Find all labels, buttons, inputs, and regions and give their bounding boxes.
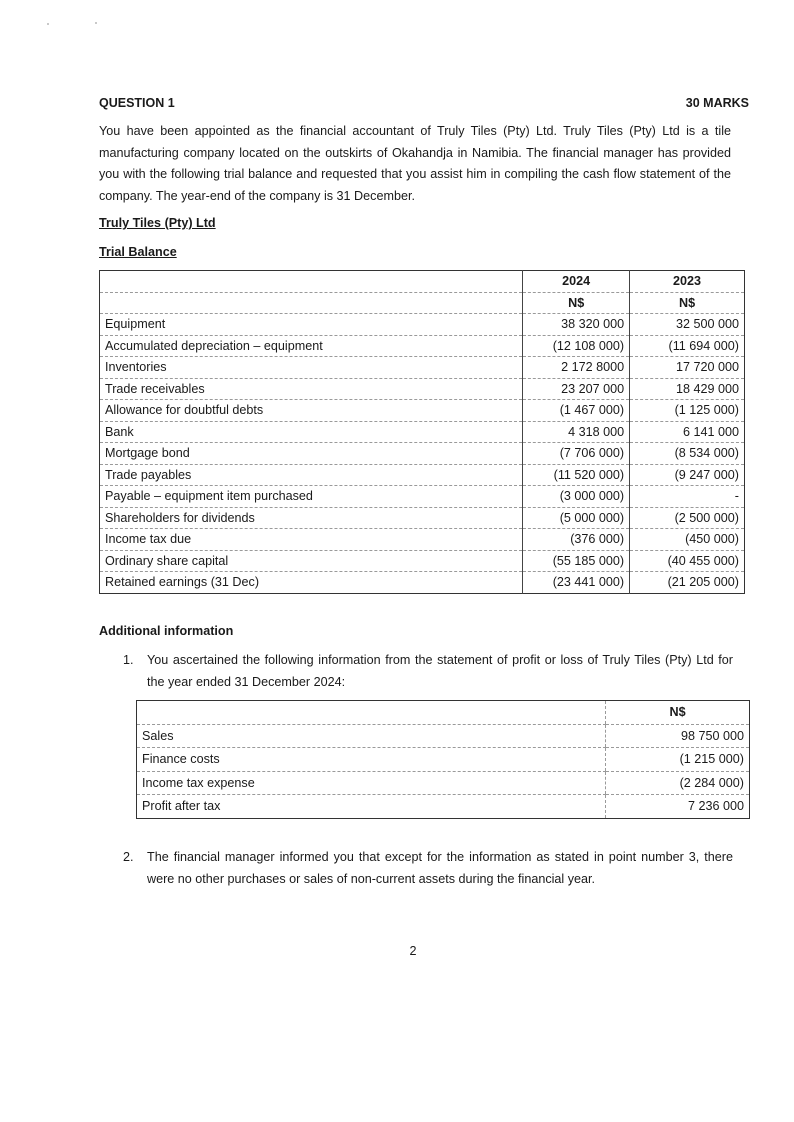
trial-balance-table [99, 270, 745, 594]
table-row [100, 572, 745, 594]
table-row [100, 421, 745, 443]
table-row [137, 795, 750, 819]
value-2024: (11 520 000) [523, 464, 630, 486]
row-label: Income tax expense [137, 771, 606, 795]
row-value: 7 236 000 [606, 795, 750, 819]
table-row [100, 378, 745, 400]
value-2024: (12 108 000) [523, 335, 630, 357]
row-label: Ordinary share capital [100, 550, 523, 572]
question-marks: 30 MARKS [685, 96, 749, 110]
row-value: (2 284 000) [606, 771, 750, 795]
row-label: Profit after tax [142, 799, 221, 814]
value-2023: 6 141 000 [630, 421, 745, 443]
row-label: Equipment [100, 314, 523, 336]
header-year-2024: 2024 [523, 271, 630, 293]
row-label: Allowance for doubtful debts [100, 400, 523, 422]
scan-speck [95, 22, 97, 24]
info-item-text: The financial manager informed you that except for the information as stated in point number 3, there were no other purchases or sales of non-current assets during the financial year. [147, 850, 733, 886]
table-row [100, 464, 745, 486]
table-row [100, 486, 745, 508]
info-item-1 [123, 650, 733, 693]
header-currency: N$ [606, 701, 750, 725]
scan-speck [47, 23, 49, 25]
additional-info-title: Additional information [99, 624, 234, 638]
currency-2024: N$ [523, 292, 630, 314]
value-2023: (1 125 000) [630, 400, 745, 422]
value-2024: (376 000) [523, 529, 630, 551]
info-item-number: 1. [123, 653, 134, 667]
value-2023: 17 720 000 [630, 357, 745, 379]
table-header-row [100, 271, 745, 293]
table-row [100, 335, 745, 357]
header-year-2023: 2023 [630, 271, 745, 293]
value-2023: (40 455 000) [630, 550, 745, 572]
row-label: Trade receivables [100, 378, 523, 400]
value-2023: (21 205 000) [630, 572, 745, 594]
row-label: Bank [100, 421, 523, 443]
table-row [100, 357, 745, 379]
value-2023: - [630, 486, 745, 508]
row-value: 98 750 000 [606, 724, 750, 748]
row-label: Trade payables [100, 464, 523, 486]
header-blank [100, 271, 523, 293]
value-2023: (450 000) [630, 529, 745, 551]
trial-balance-title: Trial Balance [99, 245, 177, 259]
table-header-row [137, 701, 750, 725]
row-label: Accumulated depreciation – equipment [100, 335, 523, 357]
value-2024: (23 441 000) [523, 572, 630, 594]
company-name: Truly Tiles (Pty) Ltd [99, 216, 216, 230]
table-row [100, 529, 745, 551]
row-label: Mortgage bond [100, 443, 523, 465]
row-label: Payable – equipment item purchased [100, 486, 523, 508]
value-2023: 32 500 000 [630, 314, 745, 336]
value-2024: (55 185 000) [523, 550, 630, 572]
value-2023: (8 534 000) [630, 443, 745, 465]
value-2023: (9 247 000) [630, 464, 745, 486]
profit-loss-table [136, 700, 750, 819]
table-row [100, 400, 745, 422]
currency-blank [100, 292, 523, 314]
value-2023: (2 500 000) [630, 507, 745, 529]
table-row [100, 314, 745, 336]
table-row [137, 748, 750, 772]
info-item-text: You ascertained the following information from the statement of profit or loss of Truly Tiles (Pty) Ltd for the year ended 31 December 2024: [147, 653, 733, 689]
value-2024: (1 467 000) [523, 400, 630, 422]
table-row [100, 507, 745, 529]
value-2024: (3 000 000) [523, 486, 630, 508]
row-label: Finance costs [137, 748, 606, 772]
row-label: Sales [137, 724, 606, 748]
value-2024: 4 318 000 [523, 421, 630, 443]
currency-2023: N$ [630, 292, 745, 314]
question-header [99, 96, 749, 110]
table-currency-row [100, 292, 745, 314]
row-value: (1 215 000) [606, 748, 750, 772]
table-row [100, 443, 745, 465]
header-blank [137, 701, 606, 725]
table-row [137, 771, 750, 795]
value-2024: 23 207 000 [523, 378, 630, 400]
table-row [100, 550, 745, 572]
table-row [137, 724, 750, 748]
info-item-2 [123, 847, 733, 890]
row-label: Retained earnings (31 Dec) [105, 575, 260, 590]
row-label: Inventories [100, 357, 523, 379]
page-number: 2 [409, 944, 417, 958]
question-title: QUESTION 1 [99, 96, 175, 110]
value-2023: (11 694 000) [630, 335, 745, 357]
value-2024: (7 706 000) [523, 443, 630, 465]
value-2024: 38 320 000 [523, 314, 630, 336]
row-label: Shareholders for dividends [100, 507, 523, 529]
value-2023: 18 429 000 [630, 378, 745, 400]
info-item-number: 2. [123, 850, 134, 864]
row-label: Income tax due [100, 529, 523, 551]
value-2024: (5 000 000) [523, 507, 630, 529]
question-intro: You have been appointed as the financial accountant of Truly Tiles (Pty) Ltd. Truly Tiles (Pty) Ltd is a tile manufacturing company located on the outskirts of Okahandja in Namibia. The financial manager has provided you with the following trial balance and requested that you assist him in compiling the cash flow statement of the company. The year-end of the company is 31 December. [99, 124, 731, 203]
value-2024: 2 172 8000 [523, 357, 630, 379]
